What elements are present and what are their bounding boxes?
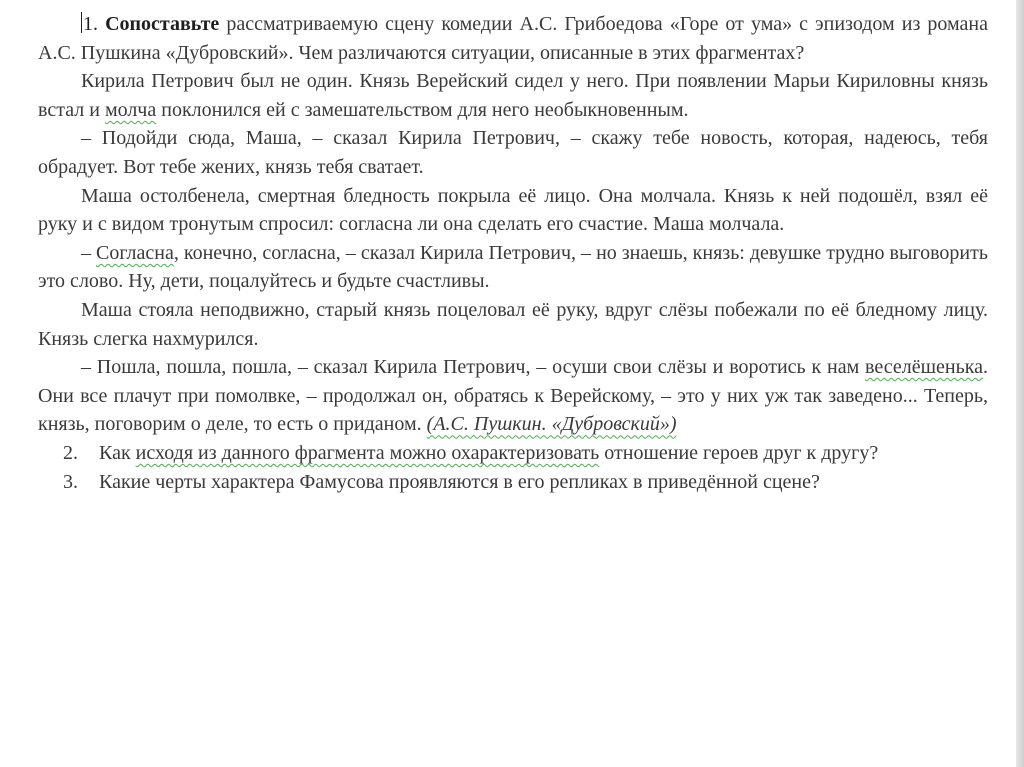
excerpt-p4-text-a: – bbox=[81, 241, 97, 264]
excerpt-source: (А.С. Пушкин. «Дубровский») bbox=[426, 413, 677, 436]
question-2-text-a: Как bbox=[99, 441, 136, 464]
page-edge-shadow bbox=[1016, 0, 1024, 767]
excerpt-paragraph-2: – Подойди сюда, Маша, – сказал Кирила Петрович, – скажу тебе новость, которая, надеюсь, тебя обрадует. Вот тебе жених, князь тебя сватает. bbox=[38, 127, 988, 178]
question-2-underlined: исходя из данного фрагмента можно охарактеризовать bbox=[135, 441, 600, 464]
task-1-keyword: Сопоставьте bbox=[105, 13, 220, 35]
excerpt-p6-underlined: веселёшенька bbox=[865, 356, 983, 379]
excerpt-p4-underlined: Согласна bbox=[96, 241, 174, 264]
task-1-text: рассматриваемую сцену комедии А.С. Грибоедова «Горе от ума» с эпизодом из романа А.С. Пушкина «Дубровский». Чем различаются ситуации, описанные в этих фрагментах? bbox=[38, 13, 989, 64]
excerpt-p6-text-c: . Они все плачут при помолвке, – продолжал он, обратясь к Верейскому, – это у них уж так заведено... Теперь, князь, поговорим о деле, то есть о приданом. bbox=[38, 356, 988, 436]
document-body bbox=[38, 10, 988, 496]
question-3-number: 3. bbox=[63, 470, 78, 493]
excerpt-p1-text-c: поклонился ей с замешательством для него необыкновенным. bbox=[156, 98, 689, 121]
excerpt-paragraph-3: Маша остолбенела, смертная бледность покрыла её лицо. Она молчала. Князь к ней подошёл, взял её руку и с видом тронутым спросил: согласна ли она сделать его счастие. Маша молчала. bbox=[38, 184, 988, 236]
excerpt-paragraph-4 bbox=[38, 239, 988, 296]
question-3-text: Какие черты характера Фамусова проявляются в его репликах в приведённой сцене? bbox=[99, 470, 820, 493]
question-3 bbox=[38, 468, 988, 497]
question-2 bbox=[38, 439, 988, 468]
excerpt-paragraph-1 bbox=[38, 67, 988, 124]
questions-list bbox=[38, 439, 988, 496]
task-1-number: 1. bbox=[83, 13, 98, 35]
question-2-number: 2. bbox=[63, 441, 78, 464]
excerpt-p1-underlined: молча bbox=[104, 98, 157, 121]
text-cursor bbox=[81, 12, 82, 33]
excerpt-p4-text-c: , конечно, согласна, – сказал Кирила Петрович, – но знаешь, князь: девушке трудно выговорить это слово. Ну, дети, поцалуйтесь и будьте счастливы. bbox=[38, 241, 988, 293]
task-1 bbox=[38, 10, 988, 67]
excerpt-p6-text-a: – Пошла, пошла, пошла, – сказал Кирила Петрович, – осуши свои слёзы и воротись к нам bbox=[81, 356, 866, 379]
excerpt-paragraph-5: Маша стояла неподвижно, старый князь поцеловал её руку, вдруг слёзы побежали по её бледному лицу. Князь слегка нахмурился. bbox=[38, 298, 988, 350]
question-2-text-c: отношение героев друг к другу? bbox=[599, 441, 879, 464]
excerpt-p1-text-a: Кирила Петрович был не один. Князь Верейский сидел у него. При появлении Марьи Кириловны князь встал и bbox=[38, 70, 988, 121]
excerpt-paragraph-6 bbox=[38, 353, 988, 439]
